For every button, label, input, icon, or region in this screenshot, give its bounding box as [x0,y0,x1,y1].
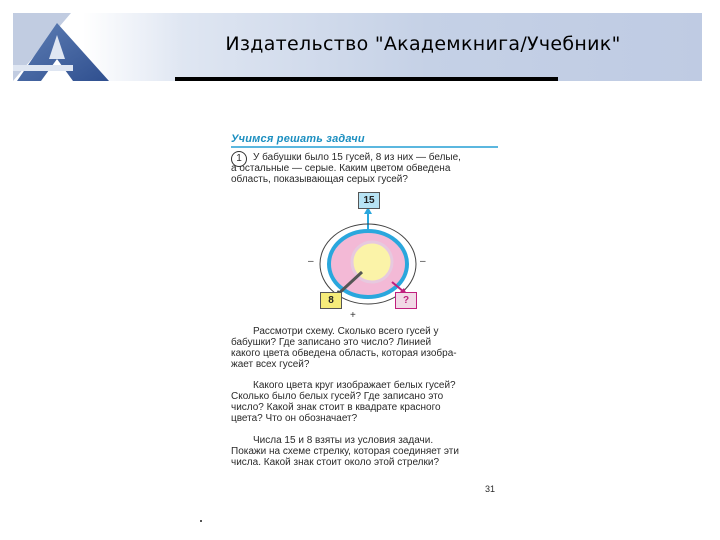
question-line: Какого цвета круг изображает белых гусей? [253,380,456,391]
question-line: Сколько было белых гусей? Где записано это [231,391,444,402]
question-line: числа. Какой знак стоит около этой стрелки? [231,457,440,468]
scan-speck [200,520,202,522]
page-number: 31 [485,484,496,494]
page-title: Издательство "Академкнига/Учебник" [225,33,621,55]
problem-line: область, показывающая серых гусей? [231,174,408,185]
question-line: Рассмотри схему. Сколько всего гусей у [253,326,439,337]
question-paragraph [231,380,499,424]
problem-line: а остальные — серые. Каким цветом обведена [231,163,451,174]
section-title: Учимся решать задачи [231,133,365,145]
problem-line: У бабушки было 15 гусей, 8 из них — белые, [253,152,461,163]
problem-text [231,152,499,185]
textbook-scan [200,120,520,532]
grey-geese-box: ? [395,292,417,309]
plus-sign: + [350,310,356,321]
white-geese-box: 8 [320,292,342,309]
title-underline [175,77,558,81]
question-line: бабушки? Где записано это число? Линией [231,337,432,348]
question-line: какого цвета обведена область, которая изобра- [231,348,457,359]
total-box: 15 [358,192,380,209]
euler-diagram [300,192,440,322]
publisher-logo-icon [13,13,109,81]
minus-sign-left: – [308,256,314,267]
question-line: цвета? Что он обозначает? [231,413,358,424]
minus-sign-right: – [420,256,426,267]
task-number: 1 [231,151,247,167]
question-paragraph [231,435,499,468]
question-paragraph [231,326,499,370]
question-line: жает всех гусей? [231,359,310,370]
question-line: число? Какой знак стоит в квадрате красного [231,402,441,413]
question-line: Числа 15 и 8 взяты из условия задачи. [253,435,434,446]
slide-header [13,13,702,81]
section-title-rule [231,146,498,148]
question-line: Покажи на схеме стрелку, которая соединяет эти [231,446,459,457]
